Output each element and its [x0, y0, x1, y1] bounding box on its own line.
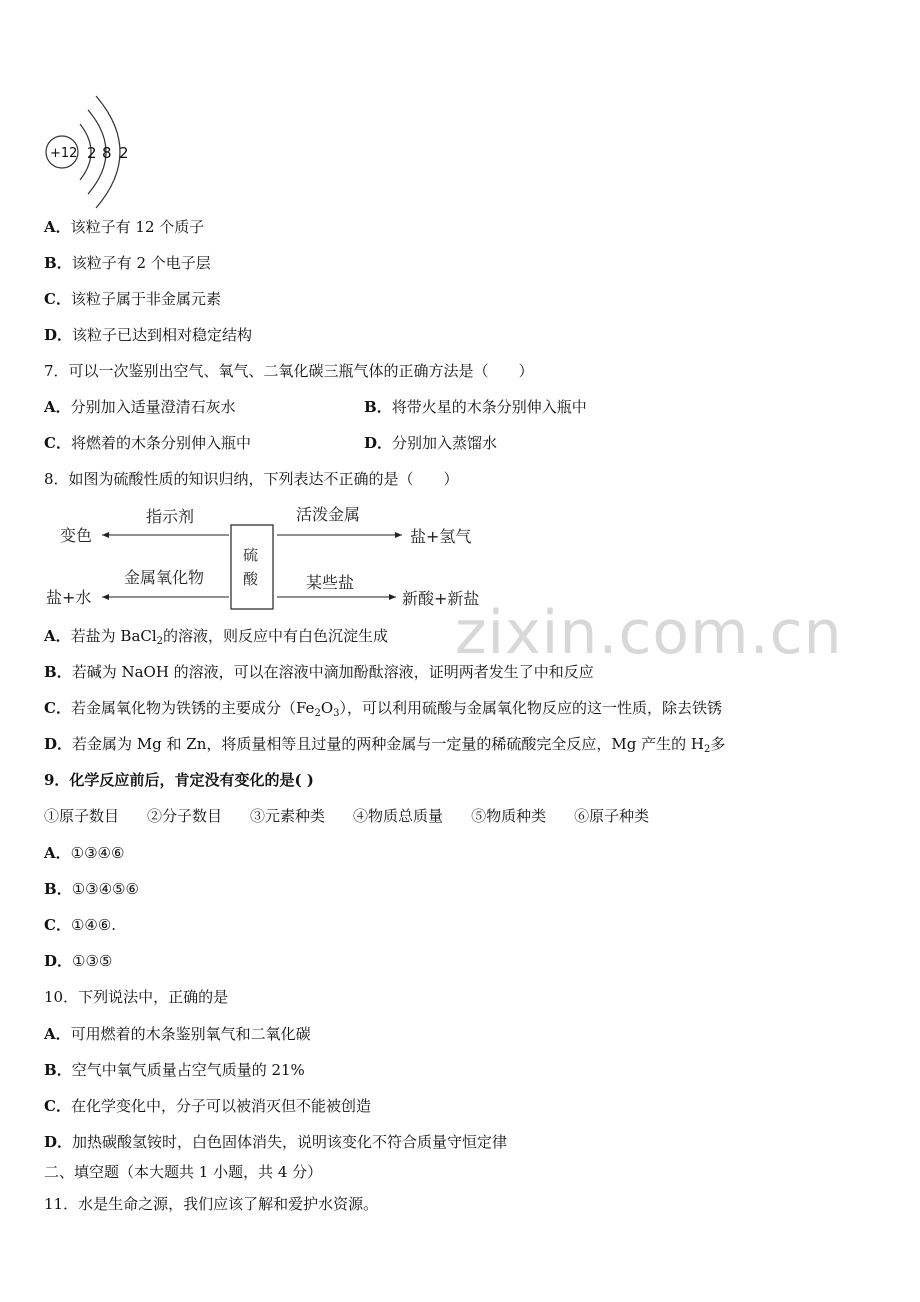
result-salt-water: 盐+水: [46, 588, 92, 607]
shell-3-electrons: 2: [119, 144, 129, 162]
option-text: ①③④⑤⑥: [71, 880, 139, 898]
option-letter: B: [44, 254, 57, 272]
q6-option-c: C．该粒子属于非金属元素: [44, 290, 221, 308]
shell-2-electrons: 8: [102, 144, 112, 162]
option-text-pre: 若金属氧化物为铁锈的主要成分（Fe: [70, 699, 315, 717]
option-letter: D: [44, 326, 58, 344]
option-letter: B: [364, 398, 377, 416]
option-text: 分别加入适量澄清石灰水: [70, 398, 236, 416]
q9-item: ③元素种类: [250, 807, 326, 825]
result-new-acid-salt: 新酸+新盐: [402, 589, 480, 608]
result-color-change: 变色: [60, 526, 93, 545]
option-letter: A: [44, 218, 56, 236]
shell-1-electrons: 2: [87, 144, 97, 162]
acid-center-bottom: 酸: [243, 570, 259, 588]
option-letter: C: [44, 290, 56, 308]
option-letter: C: [44, 916, 56, 934]
q9-option-b: B．①③④⑤⑥: [44, 880, 139, 898]
q8-option-a: A．若盐为 BaCl$_2$的溶液，则反应中有白色沉淀生成: [44, 627, 389, 647]
option-text: ①③④⑥: [70, 844, 125, 862]
option-text-post: ），可以利用硫酸与金属氧化物反应的这一性质，除去铁锈: [339, 699, 723, 717]
option-letter: D: [364, 434, 378, 452]
option-letter: B: [44, 880, 57, 898]
subscript: 2: [156, 636, 164, 647]
q9-item: ⑥原子种类: [574, 807, 650, 825]
q9-option-a: A．①③④⑥: [44, 844, 125, 862]
option-text: 该粒子属于非金属元素: [70, 290, 221, 308]
option-text-post: 的溶液，则反应中有白色沉淀生成: [163, 627, 389, 645]
q7-option-a: A．分别加入适量澄清石灰水: [44, 398, 236, 416]
label-some-salt: 某些盐: [306, 573, 355, 592]
q7-option-d: D．分别加入蒸馏水: [364, 434, 498, 452]
option-text-mid: O: [320, 699, 334, 717]
q9-item: ⑤物质种类: [471, 807, 547, 825]
acid-center-top: 硫: [243, 546, 259, 564]
q7-option-c: C．将燃着的木条分别伸入瓶中: [44, 434, 251, 452]
option-text: 该粒子有 2 个电子层: [71, 254, 211, 272]
watermark: zixin.com.cn: [455, 598, 843, 668]
q10-stem: 10．下列说法中，正确的是: [44, 988, 229, 1006]
q7-stem: 7．可以一次鉴别出空气、氧气、二氧化碳三瓶气体的正确方法是（ ）: [44, 362, 534, 380]
nucleus-charge: +12: [50, 146, 78, 161]
option-text: 将带火星的木条分别伸入瓶中: [391, 398, 587, 416]
option-text: ①③⑤: [72, 952, 113, 970]
option-letter: C: [44, 1097, 56, 1115]
option-letter: D: [44, 735, 58, 753]
subscript: 3: [333, 708, 340, 719]
label-metal-oxide: 金属氧化物: [124, 568, 205, 587]
q8-option-b: B．若碱为 NaOH 的溶液，可以在溶液中滴加酚酞溶液，证明两者发生了中和反应: [44, 663, 594, 681]
section-heading: 二、填空题（本大题共 1 小题，共 4 分）: [44, 1163, 323, 1181]
option-text: 可用燃着的木条鉴别氧气和二氧化碳: [70, 1025, 311, 1043]
option-letter: C: [44, 434, 56, 452]
option-letter: B: [44, 1061, 57, 1079]
q8-option-c: C．若金属氧化物为铁锈的主要成分$(Fe_2O_3)$，可以利用硫酸与金属氧化物反应的这一性质，除去铁锈: [44, 699, 723, 719]
option-letter: D: [44, 1133, 58, 1151]
q6-option-d: D．该粒子已达到相对稳定结构: [44, 326, 253, 344]
q10-option-c: C．在化学变化中，分子可以被消灭但不能被创造: [44, 1097, 371, 1115]
option-text: 加热碳酸氢铵时，白色固体消失，说明该变化不符合质量守恒定律: [72, 1133, 508, 1151]
q9-option-d: D．①③⑤: [44, 952, 113, 970]
q6-option-a: A．该粒子有 12 个质子: [44, 218, 205, 236]
option-letter: A: [44, 627, 56, 645]
subscript: 2: [703, 744, 711, 755]
option-text: 将燃着的木条分别伸入瓶中: [70, 434, 251, 452]
atom-structure-diagram: [40, 92, 180, 212]
option-text: 该粒子已达到相对稳定结构: [72, 326, 253, 344]
q9-item: ④物质总质量: [353, 807, 444, 825]
option-text: 若碱为 NaOH 的溶液，可以在溶液中滴加酚酞溶液，证明两者发生了中和反应: [71, 663, 594, 681]
option-text-pre: 若金属为 Mg 和 Zn，将质量相等且过量的两种金属与一定量的稀硫酸完全反应，Mg 产生的 H: [72, 735, 704, 753]
option-text: ①④⑥.: [70, 916, 117, 934]
option-letter: A: [44, 398, 56, 416]
option-letter: A: [44, 844, 56, 862]
option-letter: A: [44, 1025, 56, 1043]
q9-option-c: C．①④⑥.: [44, 916, 117, 934]
q9-stem: 9．化学反应前后，肯定没有变化的是( ): [44, 771, 314, 789]
result-salt-hydrogen: 盐+氢气: [410, 527, 472, 546]
q7-option-b: B．将带火星的木条分别伸入瓶中: [364, 398, 587, 416]
label-indicator: 指示剂: [146, 507, 195, 526]
option-text: 分别加入蒸馏水: [392, 434, 498, 452]
q9-items: [44, 806, 677, 826]
option-text-post: 多: [710, 735, 726, 753]
q10-option-b: B．空气中氧气质量占空气质量的 21%: [44, 1061, 305, 1079]
q10-option-d: D．加热碳酸氢铵时，白色固体消失，说明该变化不符合质量守恒定律: [44, 1133, 508, 1151]
q9-item: ①原子数目: [44, 807, 120, 825]
q8-option-d: D．若金属为 Mg 和 Zn，将质量相等且过量的两种金属与一定量的稀硫酸完全反应，Mg 产生的 $H_2$多: [44, 735, 726, 755]
q11-stem: 11．水是生命之源，我们应该了解和爱护水资源。: [44, 1195, 379, 1213]
option-letter: D: [44, 952, 58, 970]
option-letter: C: [44, 699, 56, 717]
option-text-pre: 若盐为 BaCl: [70, 627, 157, 645]
q6-option-b: B．该粒子有 2 个电子层: [44, 254, 211, 272]
option-text: 空气中氧气质量占空气质量的 21%: [71, 1061, 305, 1079]
q10-option-a: A．可用燃着的木条鉴别氧气和二氧化碳: [44, 1025, 311, 1043]
q8-stem: 8．如图为硫酸性质的知识归纳，下列表达不正确的是（ ）: [44, 470, 459, 488]
subscript: 2: [314, 708, 321, 719]
label-active-metal: 活泼金属: [296, 505, 361, 524]
acid-center-box: [231, 525, 273, 609]
option-text: 该粒子有 12 个质子: [70, 218, 205, 236]
q9-item: ②分子数目: [147, 807, 223, 825]
option-text: 在化学变化中，分子可以被消灭但不能被创造: [70, 1097, 371, 1115]
sulfuric-acid-properties-diagram: [44, 500, 504, 612]
option-letter: B: [44, 663, 57, 681]
